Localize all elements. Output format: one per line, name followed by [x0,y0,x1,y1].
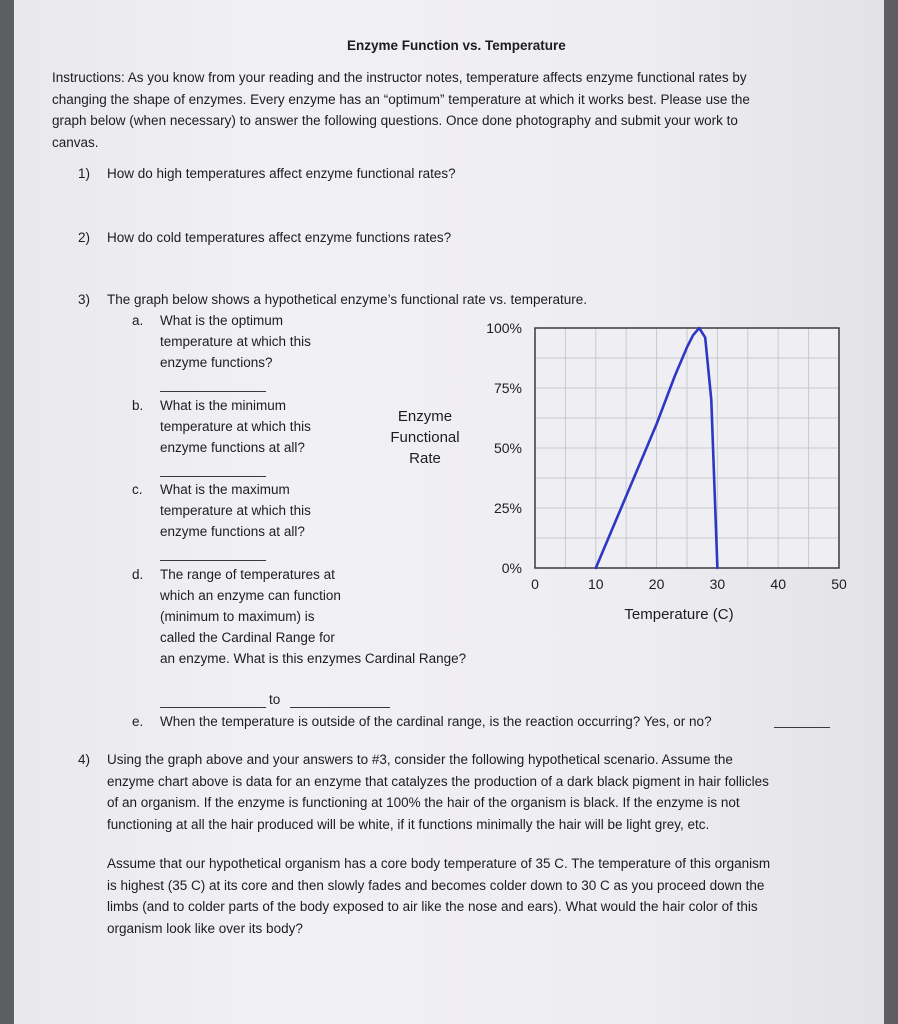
answer-blank-3a[interactable] [160,391,266,392]
question-3d-line: an enzyme. What is this enzymes Cardinal Range? [160,651,467,666]
instructions-line: changing the shape of enzymes. Every enzyme has an “optimum” temperature at which it works best. Please use the [52,91,750,107]
y-axis-title-line: Functional [390,429,460,446]
x-tick-label: 0 [531,576,539,592]
question-4-number: 4) [78,752,91,767]
question-3b-letter: b. [132,398,144,413]
question-3d-line: (minimum to maximum) is [160,609,315,624]
answer-blank-3b[interactable] [160,476,266,477]
question-3e-text: When the temperature is outside of the cardinal range, is the reaction occurring? Yes, or no? [160,714,712,729]
question-4-line: Assume that our hypothetical organism has a core body temperature of 35 C. The temperature of this organism [107,856,771,871]
y-tick-label: 50% [493,440,522,456]
question-4-line: functioning at all the hair produced will be white, if it functions minimally the hair will be light grey, etc. [107,816,710,832]
question-3d-line: The range of temperatures at [160,567,335,582]
range-to-word: to [269,692,281,707]
question-3a-line: What is the optimum [160,313,284,328]
question-3a-text [160,310,311,373]
question-4-line: Using the graph above and your answers to #3, consider the following hypothetical scenario. Assume the [107,752,733,767]
x-tick-label: 40 [770,576,786,592]
x-tick-label: 50 [831,576,847,592]
page-title: Enzyme Function vs. Temperature [347,38,566,53]
question-4-paragraph-1 [107,749,877,835]
x-tick-label: 30 [709,576,726,592]
question-3c-line: What is the maximum [160,482,290,497]
x-axis-title: Temperature (C) [624,606,734,623]
question-3c-line: temperature at which this [160,503,311,518]
y-axis-title-line: Rate [409,450,441,467]
question-2-number: 2) [78,230,91,245]
question-4-paragraph-2 [107,853,877,939]
question-4-line: limbs (and to colder parts of the body exposed to air like the nose and ears). What would the hair color of this [107,899,758,914]
y-tick-label: 0% [501,560,522,576]
question-3-text: The graph below shows a hypothetical enzyme’s functional rate vs. temperature. [107,292,588,307]
question-3-number: 3) [78,292,91,307]
question-3d-letter: d. [132,567,144,582]
question-3c-letter: c. [132,482,143,497]
question-3e-letter: e. [132,714,144,729]
question-4-line: enzyme chart above is data for an enzyme that catalyzes the production of a dark black pigment in hair follicles [107,773,769,789]
question-1-number: 1) [78,166,91,181]
instructions-line: Instructions: As you know from your reading and the instructor notes, temperature affects enzyme functional rates by [52,70,747,85]
y-axis-title-line: Enzyme [397,408,453,425]
worksheet-page [14,0,884,1024]
question-3b-line: temperature at which this [160,419,311,434]
question-3a-line: temperature at which this [160,334,311,349]
answer-blank-3c[interactable] [160,560,266,561]
question-3a-line: enzyme functions? [160,355,273,370]
answer-blank-3d-min[interactable] [160,707,266,708]
question-3b-line: enzyme functions at all? [160,440,305,455]
instructions-line: graph below (when necessary) to answer the following questions. Once done photography and submit your work to [52,113,738,128]
question-3d-line: called the Cardinal Range for [160,630,335,645]
question-4-line: organism look like over its body? [107,920,303,936]
question-4-line: is highest (35 C) at its core and then slowly fades and becomes colder down to 30 C as you proceed down the [107,877,765,893]
x-tick-label: 20 [648,576,665,592]
question-3c-text [160,479,311,542]
instructions [52,67,852,153]
question-1-text: How do high temperatures affect enzyme functional rates? [107,166,456,181]
question-2-text: How do cold temperatures affect enzyme functions rates? [107,230,452,245]
question-3d-line: which an enzyme can function [160,588,341,603]
question-3c-line: enzyme functions at all? [160,524,305,539]
x-tick-label: 10 [588,576,604,592]
question-3b-text [160,395,311,458]
enzyme-rate-chart [454,310,847,600]
y-tick-label: 25% [493,500,522,516]
question-4-line: of an organism. If the enzyme is functioning at 100% the hair of the organism is black. If the enzyme is not [107,795,740,810]
y-tick-label: 100% [486,320,522,336]
question-3d-text [160,564,466,669]
answer-blank-3e[interactable] [774,727,830,728]
instructions-line: canvas. [52,134,99,150]
question-3a-letter: a. [132,313,144,328]
y-tick-label: 75% [493,380,522,396]
answer-blank-3d-max[interactable] [290,707,390,708]
question-3b-line: What is the minimum [160,398,287,413]
